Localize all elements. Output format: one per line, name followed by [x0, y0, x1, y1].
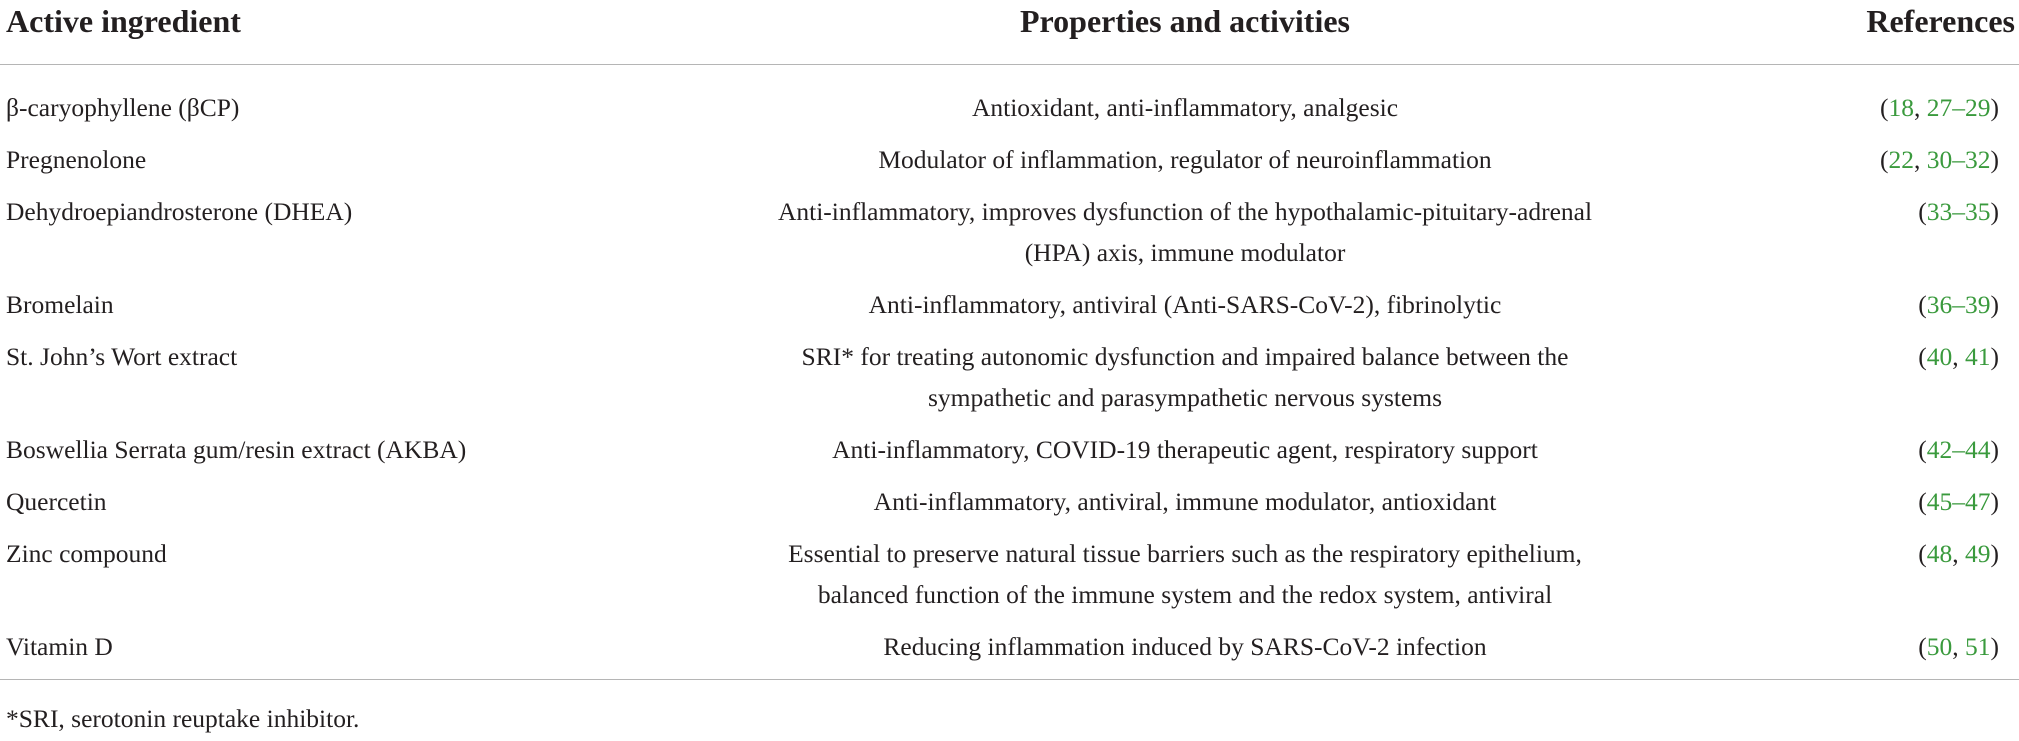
ref-separator: , [1952, 342, 1965, 371]
reference-link[interactable]: 27–29 [1926, 93, 1991, 122]
ref-separator: , [1914, 145, 1927, 174]
ref-close: ) [1990, 197, 1999, 226]
ref-close: ) [1990, 342, 1999, 371]
ref-close: ) [1990, 487, 1999, 516]
table-row [0, 481, 2019, 533]
ingredient-cell: Boswellia Serrata gum/resin extract (AKBA) [6, 435, 467, 464]
references-cell [1730, 481, 2019, 533]
ref-close: ) [1990, 435, 1999, 464]
ingredient-cell: Dehydroepiandrosterone (DHEA) [6, 197, 353, 226]
properties-line: sympathetic and parasympathetic nervous systems [927, 383, 1443, 412]
reference-link[interactable]: 45–47 [1926, 487, 1991, 516]
ref-close: ) [1990, 632, 1999, 661]
ref-open: ( [1918, 539, 1927, 568]
reference-link[interactable]: 41 [1965, 342, 1991, 371]
ref-open: ( [1918, 487, 1927, 516]
reference-link[interactable]: 49 [1965, 539, 1991, 568]
reference-link[interactable]: 48 [1926, 539, 1953, 568]
properties-cell [640, 533, 1730, 626]
table-row [0, 429, 2019, 481]
reference-link[interactable]: 22 [1888, 145, 1914, 174]
reference-link[interactable]: 30–32 [1926, 145, 1991, 174]
references-cell [1730, 65, 2019, 140]
reference-link[interactable]: 40 [1926, 342, 1953, 371]
ingredient-cell: Pregnenolone [6, 145, 147, 174]
table-row [0, 65, 2019, 140]
reference-link[interactable]: 33–35 [1926, 197, 1991, 226]
references-cell [1730, 336, 2019, 429]
properties-cell: Modulator of inflammation, regulator of neuroinflammation [878, 145, 1492, 174]
reference-link[interactable]: 42–44 [1926, 435, 1991, 464]
reference-link[interactable]: 36–39 [1926, 290, 1991, 319]
ingredient-cell: Zinc compound [6, 539, 167, 568]
references-cell [1730, 139, 2019, 191]
references-cell [1730, 284, 2019, 336]
properties-line: balanced function of the immune system and the redox system, antiviral [817, 580, 1553, 609]
ref-open: ( [1918, 435, 1927, 464]
table-row [0, 626, 2019, 680]
ref-close: ) [1990, 145, 1999, 174]
ingredient-cell: St. John’s Wort extract [6, 342, 238, 371]
properties-cell [640, 336, 1730, 429]
table-row [0, 191, 2019, 284]
ref-open: ( [1918, 342, 1927, 371]
reference-link[interactable]: 51 [1965, 632, 1991, 661]
ref-close: ) [1990, 93, 1999, 122]
ref-close: ) [1990, 290, 1999, 319]
ingredient-cell: Bromelain [6, 290, 114, 319]
ref-separator: , [1914, 93, 1927, 122]
table-row [0, 139, 2019, 191]
properties-cell: Anti-inflammatory, COVID-19 therapeutic agent, respiratory support [832, 435, 1538, 464]
ref-open: ( [1880, 145, 1889, 174]
table-header-row [0, 0, 2019, 65]
reference-link[interactable]: 18 [1888, 93, 1914, 122]
ref-open: ( [1918, 632, 1927, 661]
ref-open: ( [1918, 197, 1927, 226]
header-references: References [1730, 0, 2019, 65]
references-cell [1730, 429, 2019, 481]
ref-open: ( [1918, 290, 1927, 319]
properties-cell: Antioxidant, anti-inflammatory, analgesic [971, 93, 1399, 122]
properties-cell [640, 191, 1730, 284]
ref-close: ) [1990, 539, 1999, 568]
table-row [0, 284, 2019, 336]
properties-cell: Reducing inflammation induced by SARS-CoV-2 infection [640, 626, 1730, 680]
table-footnote: *SRI, serotonin reuptake inhibitor. [6, 704, 360, 733]
ingredient-cell: Quercetin [6, 487, 107, 516]
references-cell [1730, 626, 2019, 680]
ref-separator: , [1952, 632, 1965, 661]
properties-line: Essential to preserve natural tissue barriers such as the respiratory epithelium, [788, 539, 1582, 568]
ref-open: ( [1880, 93, 1889, 122]
reference-link[interactable]: 50 [1926, 632, 1953, 661]
header-active-ingredient: Active ingredient [0, 0, 640, 65]
properties-cell: Anti-inflammatory, antiviral, immune modulator, antioxidant [873, 487, 1497, 516]
header-properties-activities: Properties and activities [640, 0, 1730, 65]
properties-line: Anti-inflammatory, improves dysfunction of the hypothalamic-pituitary-adrenal [777, 197, 1593, 226]
references-cell [1730, 191, 2019, 284]
ref-separator: , [1952, 539, 1965, 568]
properties-line: SRI* for treating autonomic dysfunction and impaired balance between the [801, 342, 1569, 371]
table-row [0, 533, 2019, 626]
table-row [0, 336, 2019, 429]
references-cell [1730, 533, 2019, 626]
properties-line: (HPA) axis, immune modulator [1024, 238, 1346, 267]
ingredient-cell: Vitamin D [0, 626, 640, 680]
properties-cell: Anti-inflammatory, antiviral (Anti-SARS-CoV-2), fibrinolytic [868, 290, 1502, 319]
ingredient-cell: β-caryophyllene (βCP) [6, 93, 240, 122]
